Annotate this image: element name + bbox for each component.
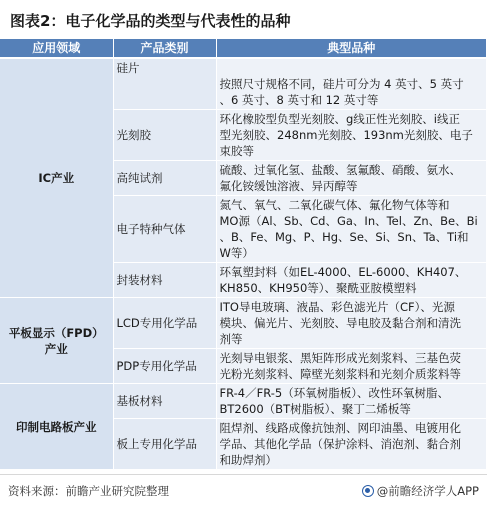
products-cell: ITO导电玻璃、液晶、彩色滤光片（CF）、光源 模块、偏光片、光刻胶、导电胶及黏合剂和清洗 剂等	[216, 298, 486, 349]
products-cell: 硫酸、过氧化氢、盐酸、氢氟酸、硝酸、氨水、 氟化铵缓蚀溶液、异丙醇等	[216, 161, 486, 196]
figure-title: 图表2：电子化学品的类型与代表性的品种	[10, 12, 291, 30]
products-cell: 按照尺寸规格不同，硅片可分为 4 英寸、5 英寸 、6 英寸、8 英寸和 12 英寸等	[216, 58, 486, 110]
brand-text: @前瞻经济学人APP	[376, 484, 479, 498]
products-cell: 光刻导电银浆、黑矩阵形成光刻浆料、三基色荧 光粉光刻浆料、障壁光刻浆料和光刻介质浆料等	[216, 349, 486, 384]
table-header-row	[0, 39, 486, 58]
header-field: 应用领域	[0, 39, 113, 58]
category-cell: 硅片	[113, 58, 216, 110]
category-cell: 电子特种气体	[113, 196, 216, 263]
header-category: 产品类别	[113, 39, 216, 58]
source-note: 资料来源：前瞻产业研究院整理	[8, 484, 169, 498]
field-cell: 印制电路板产业	[0, 384, 113, 470]
brand-logo-icon	[362, 485, 374, 497]
category-cell: 基板材料	[113, 384, 216, 419]
category-cell: 高纯试剂	[113, 161, 216, 196]
products-cell: FR-4／FR-5（环氧树脂板）、改性环氧树脂、 BT2600（BT树脂板）、聚丁二烯板等	[216, 384, 486, 419]
table-row	[0, 298, 486, 349]
category-cell: 光刻胶	[113, 110, 216, 161]
chemicals-table	[0, 39, 486, 470]
field-cell: 平板显示（FPD） 产业	[0, 298, 113, 384]
products-cell: 氮气、氧气、二氧化碳气体、氟化物气体等和 MO源（Al、Sb、Cd、Ga、In、Tel、Zn、Be、Bi 、B、Fe、Mg、P、Hg、Se、Si、Sn、Ta、Ti和 W等）	[216, 196, 486, 263]
category-cell: LCD专用化学品	[113, 298, 216, 349]
products-cell: 环化橡胶型负型光刻胶、g线正性光刻胶、i线正 型光刻胶、248nm光刻胶、193nm光刻胶、电子 束胶等	[216, 110, 486, 161]
category-cell: PDP专用化学品	[113, 349, 216, 384]
category-cell: 封装材料	[113, 263, 216, 298]
header-products: 典型品种	[216, 39, 486, 58]
table-row	[0, 384, 486, 419]
field-cell: IC产业	[0, 58, 113, 298]
brand-credit	[362, 483, 479, 499]
table-row	[0, 58, 486, 110]
footer	[0, 474, 487, 507]
products-cell: 环氧塑封料（如EL-4000、EL-6000、KH407、 KH850、KH950等）、聚酰亚胺模塑料	[216, 263, 486, 298]
category-cell: 板上专用化学品	[113, 419, 216, 470]
products-cell: 阻焊剂、线路成像抗蚀剂、网印油墨、电镀用化 学品、其他化学品（保护涂料、消泡剂、黏合剂 和助焊剂）	[216, 419, 486, 470]
chemicals-table-container	[0, 39, 487, 470]
